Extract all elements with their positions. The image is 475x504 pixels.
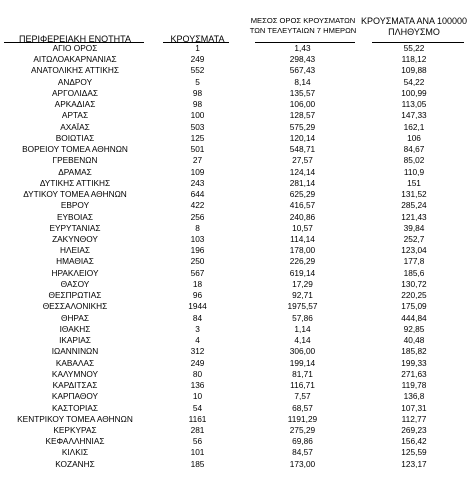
cell-cases: 256 [190, 211, 205, 222]
table-row [0, 155, 475, 166]
cell-region: ΕΒΡΟΥ [60, 200, 90, 211]
cell-cases-per-100k: 271,63 [401, 368, 427, 379]
cell-cases-per-100k: 175,09 [401, 301, 427, 312]
cell-cases-per-100k: 444,84 [401, 312, 427, 323]
cell-region: ΑΡΤΑΣ [61, 110, 89, 121]
cell-region: ΑΧΑΪΑΣ [60, 121, 90, 132]
cell-cases: 3 [195, 323, 200, 334]
cell-seven-day-average: 619,14 [289, 267, 316, 278]
cell-region: ΘΗΡΑΣ [60, 312, 90, 323]
cell-cases-per-100k: 112,77 [401, 413, 427, 424]
table-row [0, 99, 475, 110]
cell-cases: 109 [190, 166, 205, 177]
table-row [0, 436, 475, 447]
header-seven-day-average-line2: ΤΩΝ ΤΕΛΕΥΤΑΙΩΝ 7 ΗΜΕΡΩΝ [249, 25, 357, 35]
cell-seven-day-average: 69,86 [292, 436, 313, 447]
cell-region: ΙΘΑΚΗΣ [59, 323, 91, 334]
cell-cases: 56 [192, 436, 203, 447]
table-row [0, 346, 475, 357]
cell-seven-day-average: 7,57 [294, 391, 311, 402]
cell-region: ΚΑΡΠΑΘΟΥ [51, 391, 99, 402]
cell-seven-day-average: 173,00 [289, 458, 316, 469]
cell-cases: 98 [192, 87, 203, 98]
table-row [0, 403, 475, 414]
table-row [0, 414, 475, 425]
cell-region: ΚΙΛΚΙΣ [61, 447, 89, 458]
cell-seven-day-average: 226,29 [289, 256, 316, 267]
cell-seven-day-average: 27,57 [292, 155, 313, 166]
cell-cases-per-100k: 106 [407, 132, 421, 143]
cell-seven-day-average: 298,43 [289, 54, 316, 65]
table-row [0, 380, 475, 391]
cell-region: ΚΑΛΥΜΝΟΥ [51, 368, 99, 379]
cell-region: ΑΝΔΡΟΥ [57, 76, 93, 87]
table-row [0, 279, 475, 290]
cell-cases: 196 [190, 245, 205, 256]
cell-cases: 250 [190, 256, 205, 267]
cell-cases: 1161 [188, 413, 207, 424]
cell-region: ΓΡΕΒΕΝΩΝ [52, 155, 98, 166]
cell-region: ΘΑΣΟΥ [60, 278, 90, 289]
table-row [0, 369, 475, 380]
cell-cases-per-100k: 136,8 [403, 391, 425, 402]
cell-seven-day-average: 4,14 [294, 335, 311, 346]
table-row [0, 122, 475, 133]
table-body [0, 43, 475, 470]
cell-seven-day-average: 281,14 [289, 177, 316, 188]
header-cases-per-100k-line2: ΠΛΗΘΥΣΜΟ [388, 27, 440, 37]
cell-cases: 98 [192, 99, 203, 110]
cell-cases: 249 [190, 54, 205, 65]
cell-cases-per-100k: 269,23 [401, 424, 427, 435]
cell-cases-per-100k: 177,8 [403, 256, 425, 267]
cell-cases-per-100k: 151 [407, 177, 421, 188]
table-row [0, 301, 475, 312]
table-row [0, 110, 475, 121]
cell-cases-per-100k: 131,52 [401, 189, 427, 200]
cell-cases: 103 [190, 233, 205, 244]
cell-seven-day-average: 17,29 [292, 278, 313, 289]
table-row [0, 65, 475, 76]
table-row [0, 234, 475, 245]
table-row [0, 313, 475, 324]
cell-cases-per-100k: 185,6 [403, 267, 425, 278]
table-row [0, 200, 475, 211]
cell-region: ΗΡΑΚΛΕΙΟΥ [51, 267, 99, 278]
cell-cases: 80 [192, 368, 203, 379]
cell-cases-per-100k: 123,04 [401, 245, 427, 256]
cell-seven-day-average: 114,14 [290, 233, 315, 244]
cell-cases: 101 [190, 447, 205, 458]
cell-region: ΙΚΑΡΙΑΣ [59, 335, 91, 346]
cell-cases-per-100k: 118,12 [401, 54, 427, 65]
cell-cases-per-100k: 123,17 [401, 458, 427, 469]
cell-seven-day-average: 1975,57 [287, 301, 318, 312]
table-row [0, 223, 475, 234]
cell-seven-day-average: 84,57 [292, 447, 313, 458]
cell-cases: 8 [195, 222, 200, 233]
cell-seven-day-average: 575,29 [289, 121, 316, 132]
cell-cases: 1944 [188, 301, 207, 312]
table-row [0, 459, 475, 470]
cell-cases: 54 [192, 402, 203, 413]
cell-cases-per-100k: 84,67 [403, 144, 425, 155]
cell-region: ΚΟΖΑΝΗΣ [55, 458, 95, 469]
table-row [0, 447, 475, 458]
cell-cases: 567 [190, 267, 205, 278]
cell-seven-day-average: 1,43 [294, 43, 311, 53]
cell-region: ΗΜΑΘΙΑΣ [56, 256, 94, 267]
cell-cases: 243 [190, 177, 205, 188]
cell-seven-day-average: 178,00 [289, 245, 316, 256]
table-row [0, 189, 475, 200]
cell-cases: 503 [190, 121, 205, 132]
cell-region: ΔΥΤΙΚΗΣ ΑΤΤΙΚΗΣ [39, 177, 111, 188]
cell-region: ΘΕΣΠΡΩΤΙΑΣ [48, 290, 102, 301]
table-row [0, 54, 475, 65]
cell-seven-day-average: 8,14 [294, 76, 311, 87]
cell-seven-day-average: 1,14 [294, 323, 311, 334]
cell-region: ΙΩΑΝΝΙΝΩΝ [51, 346, 99, 357]
cell-cases-per-100k: 185,82 [401, 346, 427, 357]
cell-cases-per-100k: 92,85 [403, 323, 425, 334]
cell-seven-day-average: 124,14 [289, 166, 316, 177]
cell-cases: 18 [192, 278, 203, 289]
cell-cases: 136 [190, 380, 205, 391]
cell-region: ΚΕΝΤΡΙΚΟΥ ΤΟΜΕΑ ΑΘΗΝΩΝ [17, 413, 133, 424]
cell-cases-per-100k: 220,25 [401, 290, 427, 301]
cell-region: ΕΥΡΥΤΑΝΙΑΣ [49, 222, 101, 233]
header-seven-day-average [238, 16, 368, 35]
cell-cases: 1 [195, 43, 200, 53]
cell-seven-day-average: 306,00 [289, 346, 316, 357]
cell-region: ΔΡΑΜΑΣ [58, 166, 92, 177]
table-row [0, 391, 475, 402]
cell-cases: 249 [190, 357, 205, 368]
cell-seven-day-average: 416,57 [289, 200, 316, 211]
table-row [0, 144, 475, 155]
cell-cases-per-100k: 100,99 [401, 87, 427, 98]
cell-cases: 27 [192, 155, 203, 166]
table-row [0, 178, 475, 189]
table-row [0, 358, 475, 369]
cell-seven-day-average: 128,57 [289, 110, 316, 121]
table-row [0, 425, 475, 436]
cell-cases-per-100k: 40,48 [403, 335, 425, 346]
cell-seven-day-average: 135,57 [289, 87, 316, 98]
cell-cases-per-100k: 162,1 [403, 121, 425, 132]
cell-seven-day-average: 106,00 [289, 99, 316, 110]
cell-cases-per-100k: 156,42 [401, 436, 427, 447]
cell-cases: 312 [190, 346, 205, 357]
table-row [0, 245, 475, 256]
cell-region: ΑΓΙΟ ΟΡΟΣ [52, 43, 98, 53]
table-row [0, 290, 475, 301]
cell-seven-day-average: 120,14 [289, 132, 316, 143]
cell-cases: 4 [195, 335, 200, 346]
cell-cases-per-100k: 39,84 [403, 222, 425, 233]
cell-cases-per-100k: 121,43 [401, 211, 427, 222]
cell-cases-per-100k: 147,33 [401, 110, 427, 121]
cell-cases-per-100k: 107,31 [401, 402, 427, 413]
cell-seven-day-average: 1191,29 [287, 413, 318, 424]
cell-cases-per-100k: 199,33 [401, 357, 427, 368]
table-row [0, 268, 475, 279]
cell-region: ΚΑΒΑΛΑΣ [55, 357, 95, 368]
cell-cases: 501 [190, 144, 205, 155]
cell-cases-per-100k: 109,88 [401, 65, 427, 76]
cell-cases: 552 [190, 65, 205, 76]
cell-cases: 5 [195, 76, 200, 87]
table-row [0, 88, 475, 99]
cell-seven-day-average: 116,71 [290, 380, 315, 391]
header-cases-per-100k-line1: ΚΡΟΥΣΜΑΤΑ ΑΝΑ 100000 [361, 16, 467, 26]
cell-seven-day-average: 10,57 [292, 222, 313, 233]
cell-cases: 96 [192, 290, 203, 301]
header-region: ΠΕΡΙΦΕΡΕΙΑΚΗ ΕΝΟΤΗΤΑ [18, 34, 132, 44]
cell-region: ΑΙΤΩΛΟΑΚΑΡΝΑΝΙΑΣ [33, 54, 117, 65]
table-row [0, 256, 475, 267]
cell-cases-per-100k: 55,22 [403, 43, 425, 53]
cell-region: ΒΟΙΩΤΙΑΣ [55, 132, 95, 143]
cell-cases: 185 [190, 458, 205, 469]
cell-region: ΘΕΣΣΑΛΟΝΙΚΗΣ [42, 301, 108, 312]
table-row [0, 133, 475, 144]
cell-cases: 644 [190, 189, 205, 200]
cell-region: ΑΡΚΑΔΙΑΣ [54, 99, 96, 110]
cell-region: ΒΟΡΕΙΟΥ ΤΟΜΕΑ ΑΘΗΝΩΝ [22, 144, 128, 155]
cell-seven-day-average: 68,57 [292, 402, 313, 413]
table-row [0, 43, 475, 54]
cell-cases: 84 [192, 312, 203, 323]
cell-cases: 100 [190, 110, 205, 121]
cell-region: ΑΡΓΟΛΙΔΑΣ [52, 87, 98, 98]
cell-region: ΑΝΑΤΟΛΙΚΗΣ ΑΤΤΙΚΗΣ [30, 65, 120, 76]
header-seven-day-average-line1: ΜΕΣΟΣ ΟΡΟΣ ΚΡΟΥΣΜΑΤΩΝ [250, 16, 356, 25]
header-cases: ΚΡΟΥΣΜΑΤΑ [170, 34, 225, 44]
cell-cases-per-100k: 125,59 [401, 447, 427, 458]
cell-seven-day-average: 57,86 [292, 312, 313, 323]
cell-region: ΚΕΡΚΥΡΑΣ [53, 424, 97, 435]
cell-cases-per-100k: 285,24 [401, 200, 427, 211]
cell-cases-per-100k: 110,9 [403, 166, 425, 177]
cell-seven-day-average: 240,86 [289, 211, 316, 222]
cell-region: ΚΕΦΑΛΛΗΝΙΑΣ [45, 436, 105, 447]
cell-seven-day-average: 199,14 [289, 357, 316, 368]
cell-cases-per-100k: 252,7 [403, 233, 425, 244]
cell-cases-per-100k: 119,78 [401, 380, 427, 391]
table-row [0, 212, 475, 223]
cell-region: ΔΥΤΙΚΟΥ ΤΟΜΕΑ ΑΘΗΝΩΝ [23, 189, 127, 200]
table-row [0, 77, 475, 88]
table-row [0, 167, 475, 178]
cell-cases-per-100k: 113,05 [401, 99, 427, 110]
cell-region: ΚΑΣΤΟΡΙΑΣ [51, 402, 99, 413]
header-cases-per-100k [358, 16, 470, 38]
table-row [0, 324, 475, 335]
cell-cases: 422 [190, 200, 205, 211]
cell-seven-day-average: 548,71 [289, 144, 316, 155]
cell-cases-per-100k: 130,72 [401, 278, 427, 289]
cell-region: ΚΑΡΔΙΤΣΑΣ [52, 380, 98, 391]
cell-seven-day-average: 567,43 [289, 65, 316, 76]
cell-cases: 10 [192, 391, 203, 402]
cell-seven-day-average: 275,29 [289, 424, 316, 435]
cell-seven-day-average: 81,71 [292, 368, 313, 379]
cell-cases: 281 [190, 424, 205, 435]
cell-cases: 125 [190, 132, 205, 143]
cell-region: ΖΑΚΥΝΘΟΥ [52, 233, 98, 244]
cell-cases-per-100k: 85,02 [403, 155, 425, 166]
cell-seven-day-average: 92,71 [292, 290, 313, 301]
cell-cases-per-100k: 54,22 [403, 76, 425, 87]
table-row [0, 335, 475, 346]
cell-region: ΗΛΕΙΑΣ [59, 245, 91, 256]
cell-seven-day-average: 625,29 [289, 189, 316, 200]
cell-region: ΕΥΒΟΙΑΣ [56, 211, 94, 222]
